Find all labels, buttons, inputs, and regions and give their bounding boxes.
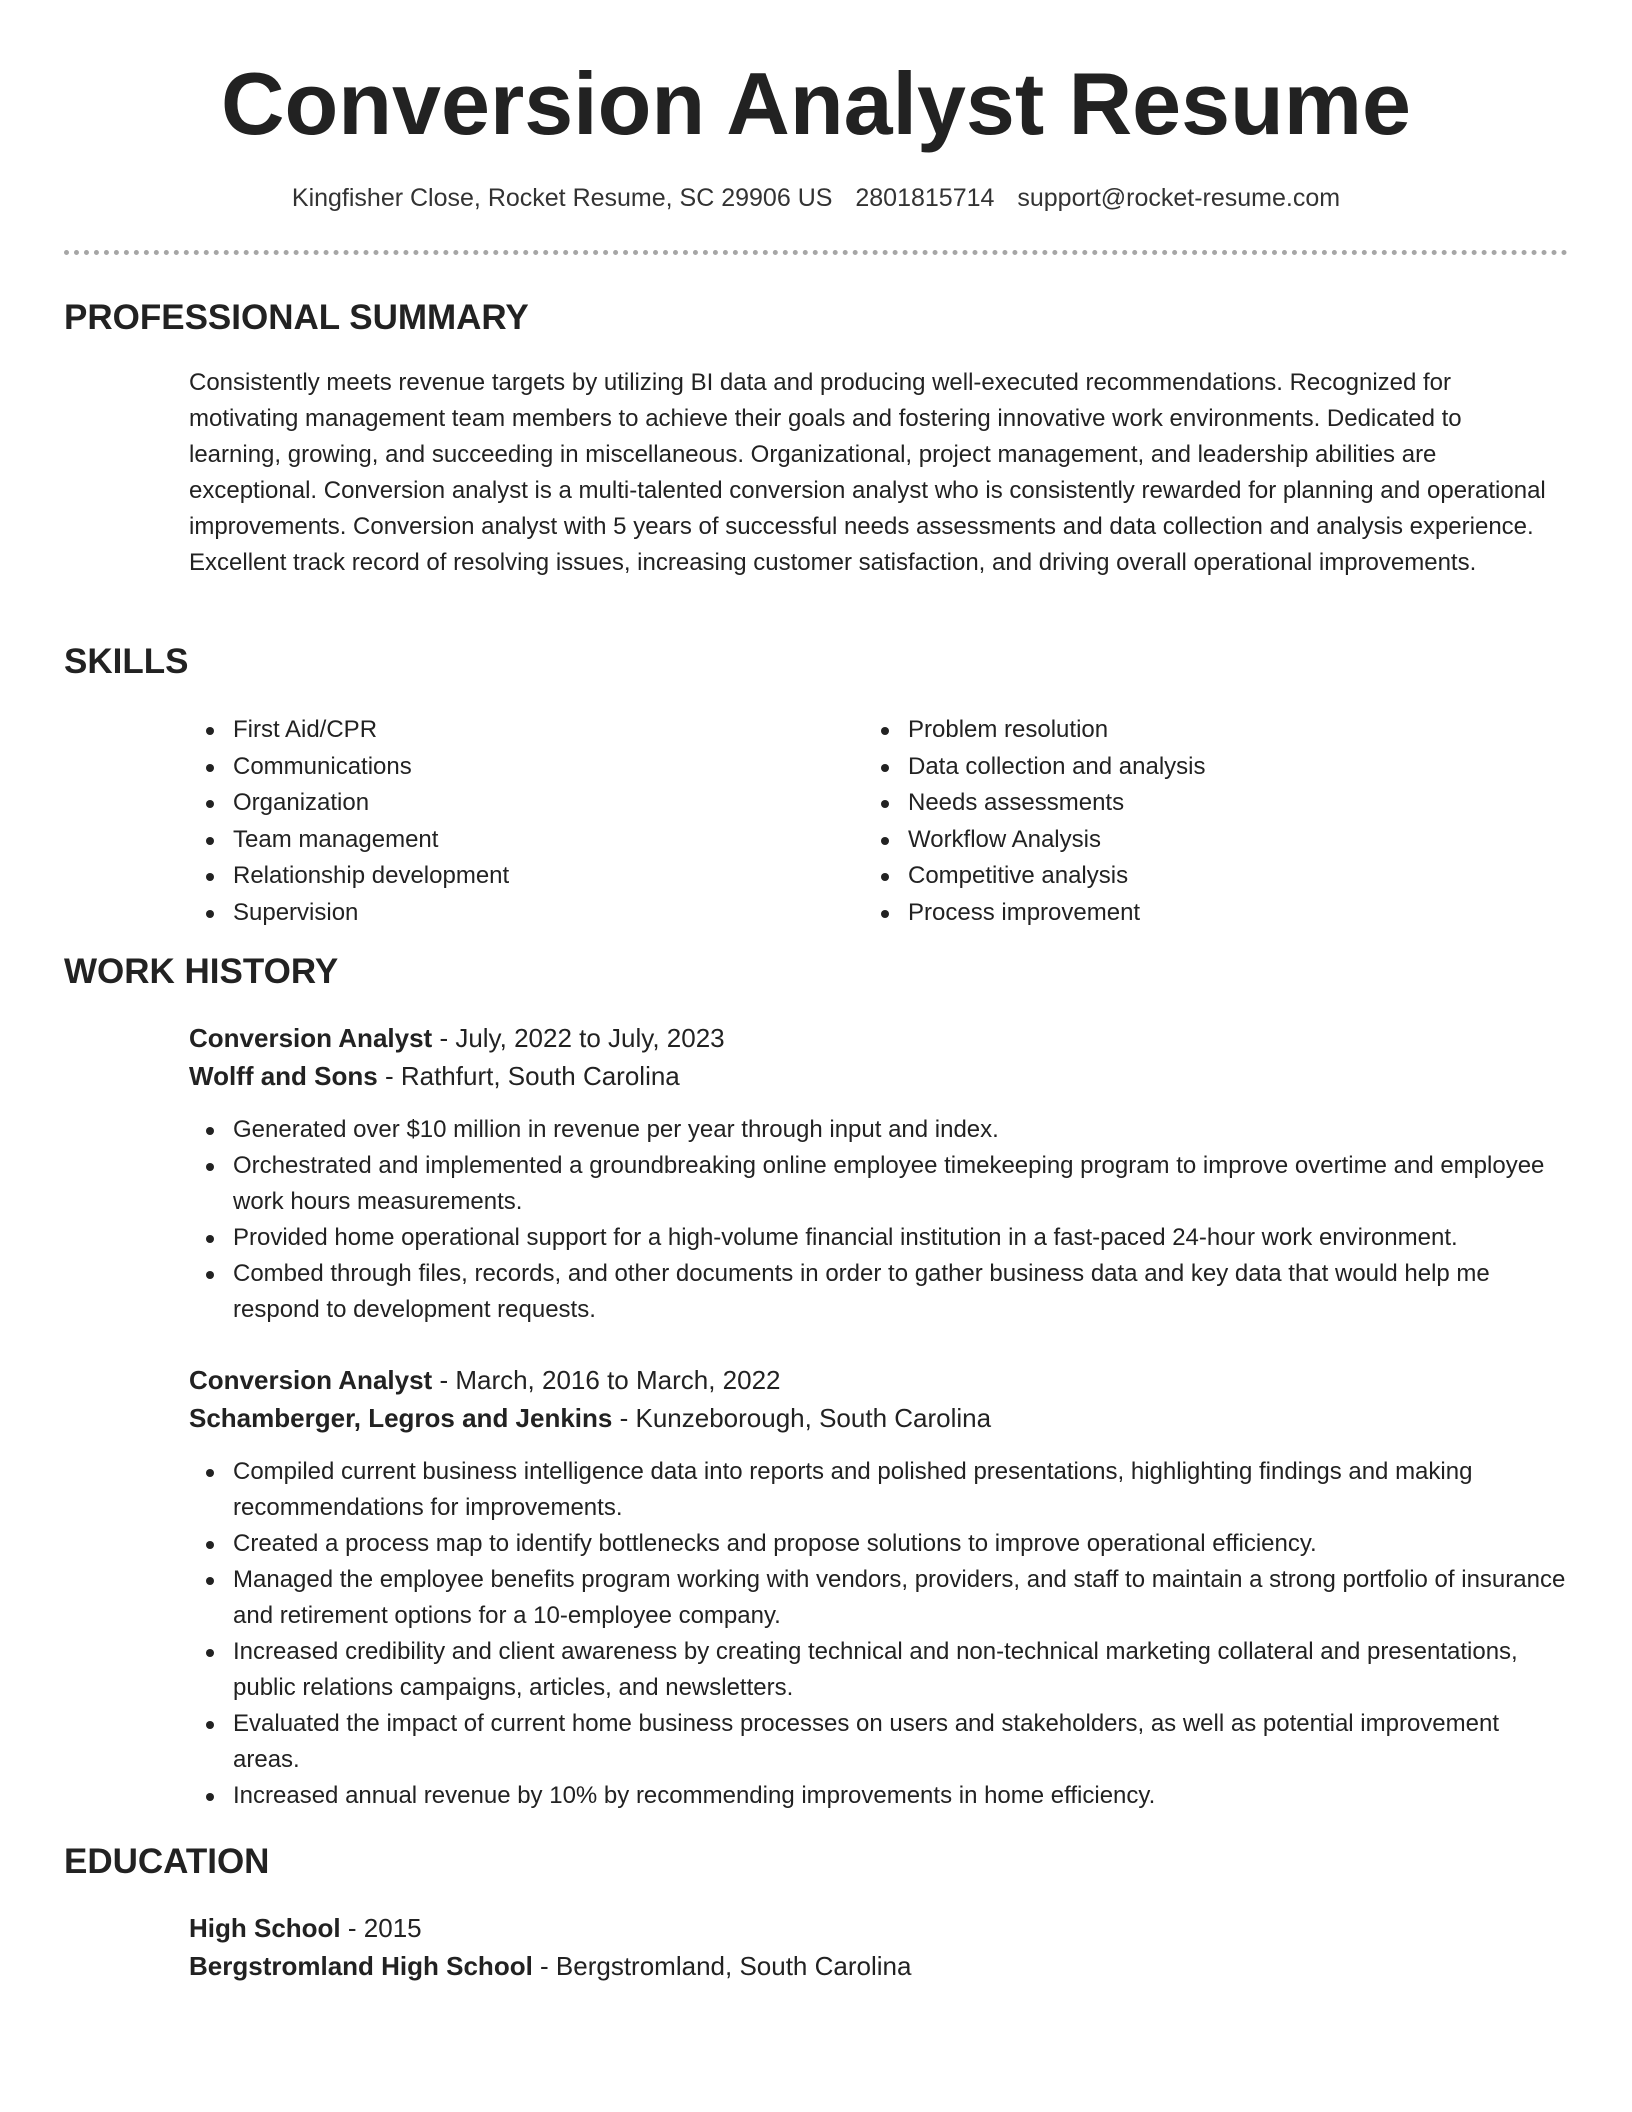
- job-location: - Kunzeborough, South Carolina: [612, 1403, 992, 1433]
- education-school: Bergstromland High School: [189, 1951, 533, 1981]
- skill-item: First Aid/CPR: [189, 712, 829, 748]
- section-title-skills: SKILLS: [64, 642, 189, 681]
- job-dates: - March, 2016 to March, 2022: [432, 1365, 781, 1395]
- skill-item: Team management: [189, 822, 829, 858]
- contact-line: [0, 180, 1632, 216]
- skill-item: Problem resolution: [864, 712, 1504, 748]
- bullet-item: Increased credibility and client awareness by creating technical and non-technical marketing collateral and presentations, public relations campaigns, articles, and newsletters.: [189, 1634, 1569, 1706]
- section-title-education: EDUCATION: [64, 1842, 270, 1881]
- skills-list-left: [189, 712, 829, 931]
- job-company-line: [189, 1400, 991, 1436]
- job-location: - Rathfurt, South Carolina: [377, 1061, 680, 1091]
- job-company-line: [189, 1058, 680, 1094]
- job-dates: - July, 2022 to July, 2023: [432, 1023, 725, 1053]
- job-title-line: [189, 1020, 725, 1056]
- bullet-item: Compiled current business intelligence data into reports and polished presentations, highlighting findings and making recommendations for improvements.: [189, 1454, 1569, 1526]
- education-degree-line: [189, 1910, 422, 1946]
- job-bullets: [189, 1454, 1569, 1814]
- job-company: Schamberger, Legros and Jenkins: [189, 1403, 613, 1433]
- bullet-item: Increased annual revenue by 10% by recommending improvements in home efficiency.: [189, 1778, 1569, 1814]
- section-title-work: WORK HISTORY: [64, 952, 339, 991]
- skills-list-right: [864, 712, 1504, 931]
- skill-item: Relationship development: [189, 858, 829, 894]
- bullet-item: Combed through files, records, and other documents in order to gather business data and key data that would help me respond to development requests.: [189, 1256, 1569, 1328]
- bullet-item: Evaluated the impact of current home business processes on users and stakeholders, as well as potential improvement areas.: [189, 1706, 1569, 1778]
- bullet-item: Created a process map to identify bottlenecks and propose solutions to improve operational efficiency.: [189, 1526, 1569, 1562]
- skill-item: Competitive analysis: [864, 858, 1504, 894]
- bullet-item: Managed the employee benefits program working with vendors, providers, and staff to maintain a strong portfolio of insurance and retirement options for a 10-employee company.: [189, 1562, 1569, 1634]
- job-role: Conversion Analyst: [189, 1023, 433, 1053]
- summary-text: Consistently meets revenue targets by utilizing BI data and producing well-executed recommendations. Recognized for motivating management team members to achieve their goals and fostering innovative work environments. Dedicated to learning, growing, and succeeding in miscellaneous. Organizational, project management, and leadership abilities are exceptional. Conversion analyst is a multi-talented conversion analyst who is consistently rewarded for planning and operational improvements. Conversion analyst with 5 years of successful needs assessments and data collection and analysis experience. Excellent track record of resolving issues, increasing customer satisfaction, and driving overall operational improvements.: [189, 369, 1546, 576]
- skill-item: Communications: [189, 749, 829, 785]
- email: support@rocket-resume.com: [1017, 184, 1341, 212]
- resume-title: Conversion Analyst Resume: [221, 54, 1411, 153]
- skill-item: Needs assessments: [864, 785, 1504, 821]
- phone: 2801815714: [855, 184, 995, 212]
- bullet-item: Orchestrated and implemented a groundbreaking online employee timekeeping program to improve overtime and employee work hours measurements.: [189, 1148, 1569, 1220]
- education-location: - Bergstromland, South Carolina: [532, 1951, 912, 1981]
- job-role: Conversion Analyst: [189, 1365, 433, 1395]
- header-divider: [64, 250, 1568, 255]
- job-title-line: [189, 1362, 781, 1398]
- skill-item: Organization: [189, 785, 829, 821]
- bullet-item: Provided home operational support for a high-volume financial institution in a fast-paced 24-hour work environment.: [189, 1220, 1569, 1256]
- education-school-line: [189, 1948, 911, 1984]
- section-title-summary: PROFESSIONAL SUMMARY: [64, 298, 529, 337]
- education-year: - 2015: [340, 1913, 422, 1943]
- bullet-item: Generated over $10 million in revenue per year through input and index.: [189, 1112, 1569, 1148]
- skill-item: Workflow Analysis: [864, 822, 1504, 858]
- education-degree: High School: [189, 1913, 341, 1943]
- skill-item: Supervision: [189, 895, 829, 931]
- address: Kingfisher Close, Rocket Resume, SC 29906 US: [291, 184, 833, 212]
- job-bullets: [189, 1112, 1569, 1328]
- skill-item: Process improvement: [864, 895, 1504, 931]
- skill-item: Data collection and analysis: [864, 749, 1504, 785]
- job-company: Wolff and Sons: [189, 1061, 378, 1091]
